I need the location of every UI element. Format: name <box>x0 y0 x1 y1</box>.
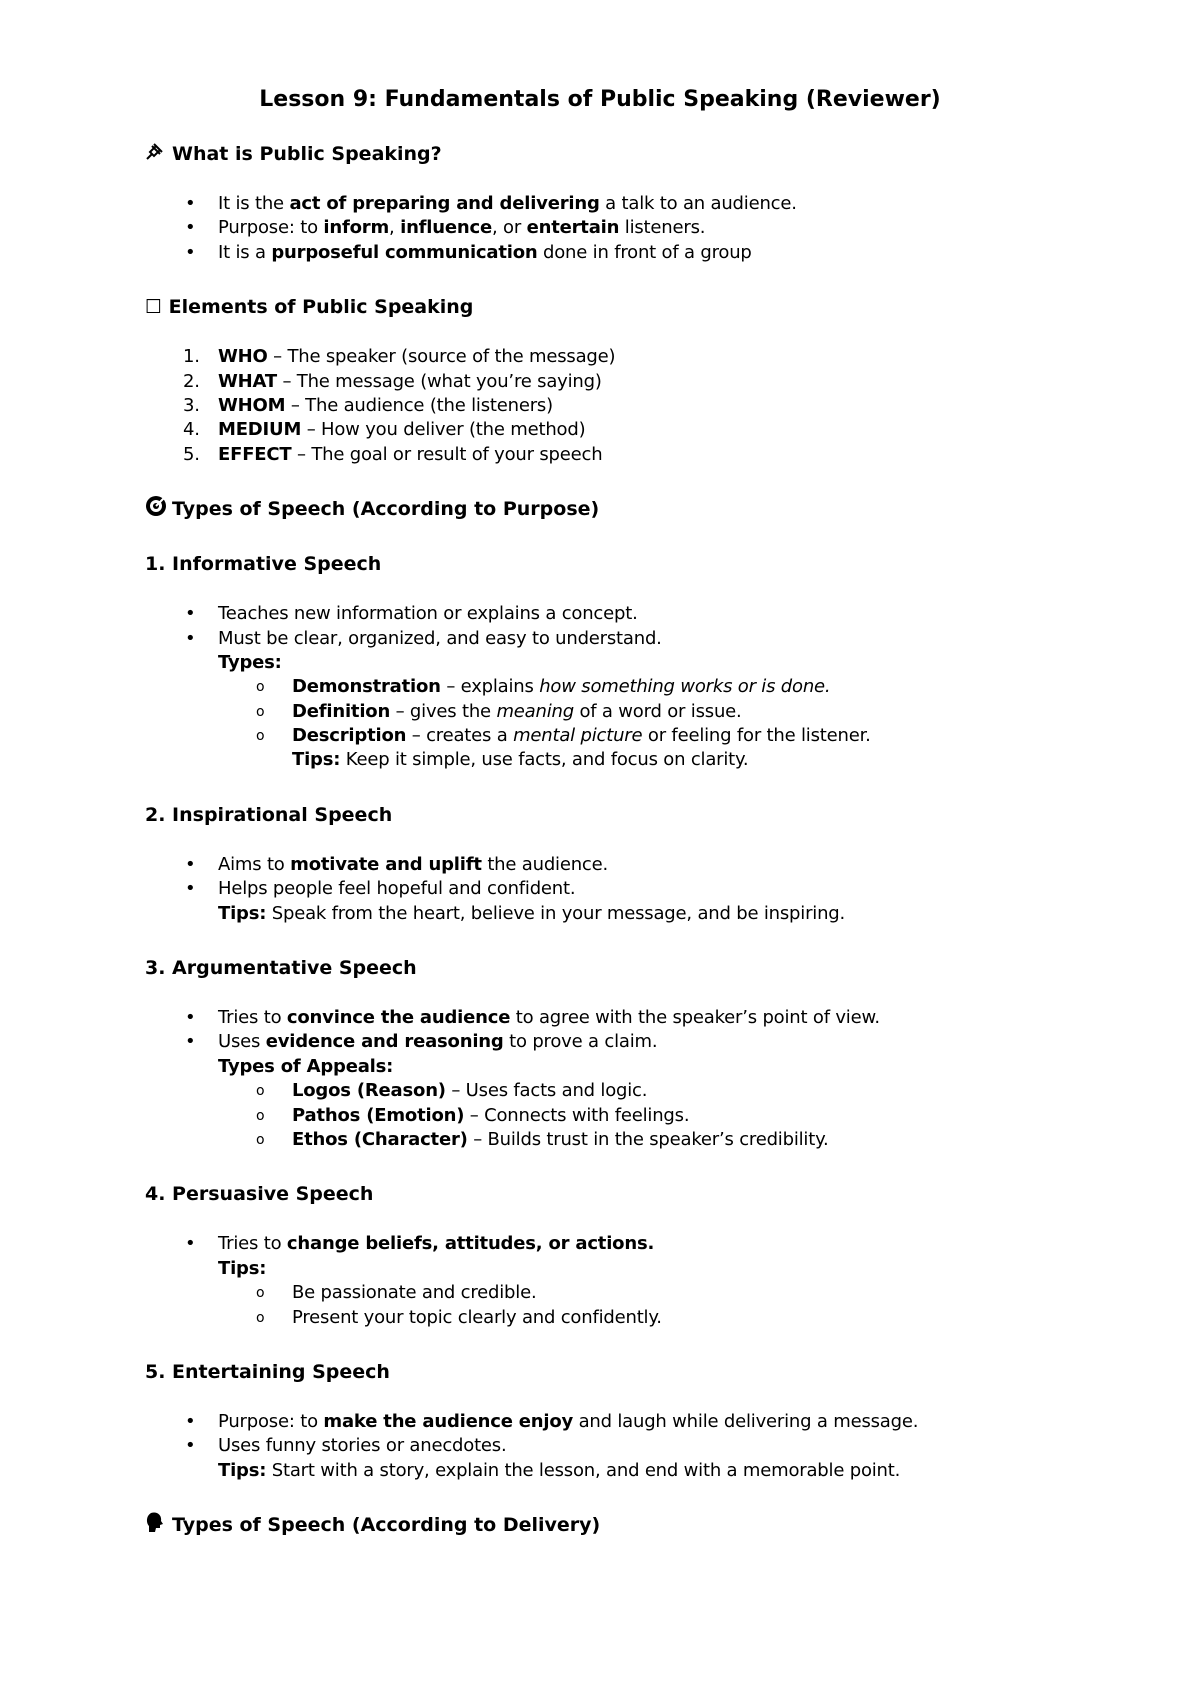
subheading-argumentative: 3. Argumentative Speech <box>145 957 417 980</box>
section-heading-text: Types of Speech (According to Purpose) <box>172 498 600 521</box>
sub-list-item: o Pathos (Emotion) – Connects with feelings. <box>256 1104 690 1126</box>
list-item: • Helps people feel hopeful and confident. <box>185 878 576 900</box>
subheading-informative: 1. Informative Speech <box>145 553 382 576</box>
list-item: 3. WHOM – The audience (the listeners) <box>183 394 553 416</box>
sub-list-item: o Description – creates a mental picture or feeling for the listener. <box>256 725 871 747</box>
tips-label: Tips: <box>218 1257 267 1279</box>
what-is-list <box>145 192 1100 265</box>
section-heading-types-delivery <box>145 1512 1100 1538</box>
list-item: • Uses funny stories or anecdotes. <box>185 1435 507 1457</box>
informative-list <box>145 602 1100 773</box>
list-item: • Tries to change beliefs, attitudes, or actions. <box>185 1233 655 1255</box>
list-item: 1. WHO – The speaker (source of the message) <box>183 346 616 368</box>
argumentative-list <box>145 1006 1100 1152</box>
list-item: • It is the act of preparing and delivering a talk to an audience. <box>185 193 797 214</box>
list-item: 2. WHAT – The message (what you’re saying) <box>183 370 602 392</box>
section-heading-text: What is Public Speaking? <box>172 143 442 165</box>
pushpin-icon <box>145 141 167 168</box>
section-heading-elements: ☐ Elements of Public Speaking <box>145 296 474 319</box>
persuasive-list <box>145 1232 1100 1330</box>
sub-list-item: o Present your topic clearly and confidently. <box>256 1306 662 1328</box>
list-item: • Uses evidence and reasoning to prove a claim. <box>185 1031 658 1053</box>
list-item: • Purpose: to make the audience enjoy and laugh while delivering a message. <box>185 1410 919 1432</box>
list-item: • Teaches new information or explains a concept. <box>185 603 638 625</box>
tips-line: Tips: Keep it simple, use facts, and focus on clarity. <box>292 749 749 771</box>
sub-list-item: o Ethos (Character) – Builds trust in the speaker’s credibility. <box>256 1128 829 1150</box>
subheading-persuasive: 4. Persuasive Speech <box>145 1183 374 1206</box>
list-item: • Purpose: to inform, influence, or entertain listeners. <box>185 217 706 239</box>
subheading-inspirational: 2. Inspirational Speech <box>145 803 393 826</box>
list-item: • Must be clear, organized, and easy to understand. <box>185 627 662 649</box>
list-item: 4. MEDIUM – How you deliver (the method) <box>183 419 586 441</box>
inspirational-list <box>145 853 1100 926</box>
entertaining-list <box>145 1410 1100 1483</box>
list-item: • Aims to motivate and uplift the audience. <box>185 853 609 875</box>
speaking-head-icon <box>145 1511 167 1540</box>
elements-list <box>145 345 1100 467</box>
sub-list-item: o Demonstration – explains how something works or is done. <box>256 676 831 698</box>
list-item: • It is a purposeful communication done in front of a group <box>185 241 752 263</box>
subheading-entertaining: 5. Entertaining Speech <box>145 1360 390 1383</box>
section-heading-what-is <box>145 141 1100 167</box>
types-label: Types: <box>218 651 282 673</box>
types-label: Types of Appeals: <box>218 1055 394 1077</box>
sub-list-item: o Be passionate and credible. <box>256 1282 537 1304</box>
tips-line: Tips: Speak from the heart, believe in your message, and be inspiring. <box>218 902 846 924</box>
section-heading-types-purpose <box>145 496 1100 522</box>
list-item: 5. EFFECT – The goal or result of your speech <box>183 443 603 465</box>
section-heading-text: Types of Speech (According to Delivery) <box>172 1514 601 1537</box>
page-title: Lesson 9: Fundamentals of Public Speaking (Reviewer) <box>259 87 941 112</box>
sub-list-item: o Definition – gives the meaning of a word or issue. <box>256 700 742 722</box>
list-item: • Tries to convince the audience to agree with the speaker’s point of view. <box>185 1007 880 1029</box>
sub-list-item: o Logos (Reason) – Uses facts and logic. <box>256 1080 648 1102</box>
tips-line: Tips: Start with a story, explain the lesson, and end with a memorable point. <box>218 1459 901 1481</box>
dart-target-icon <box>145 495 167 524</box>
